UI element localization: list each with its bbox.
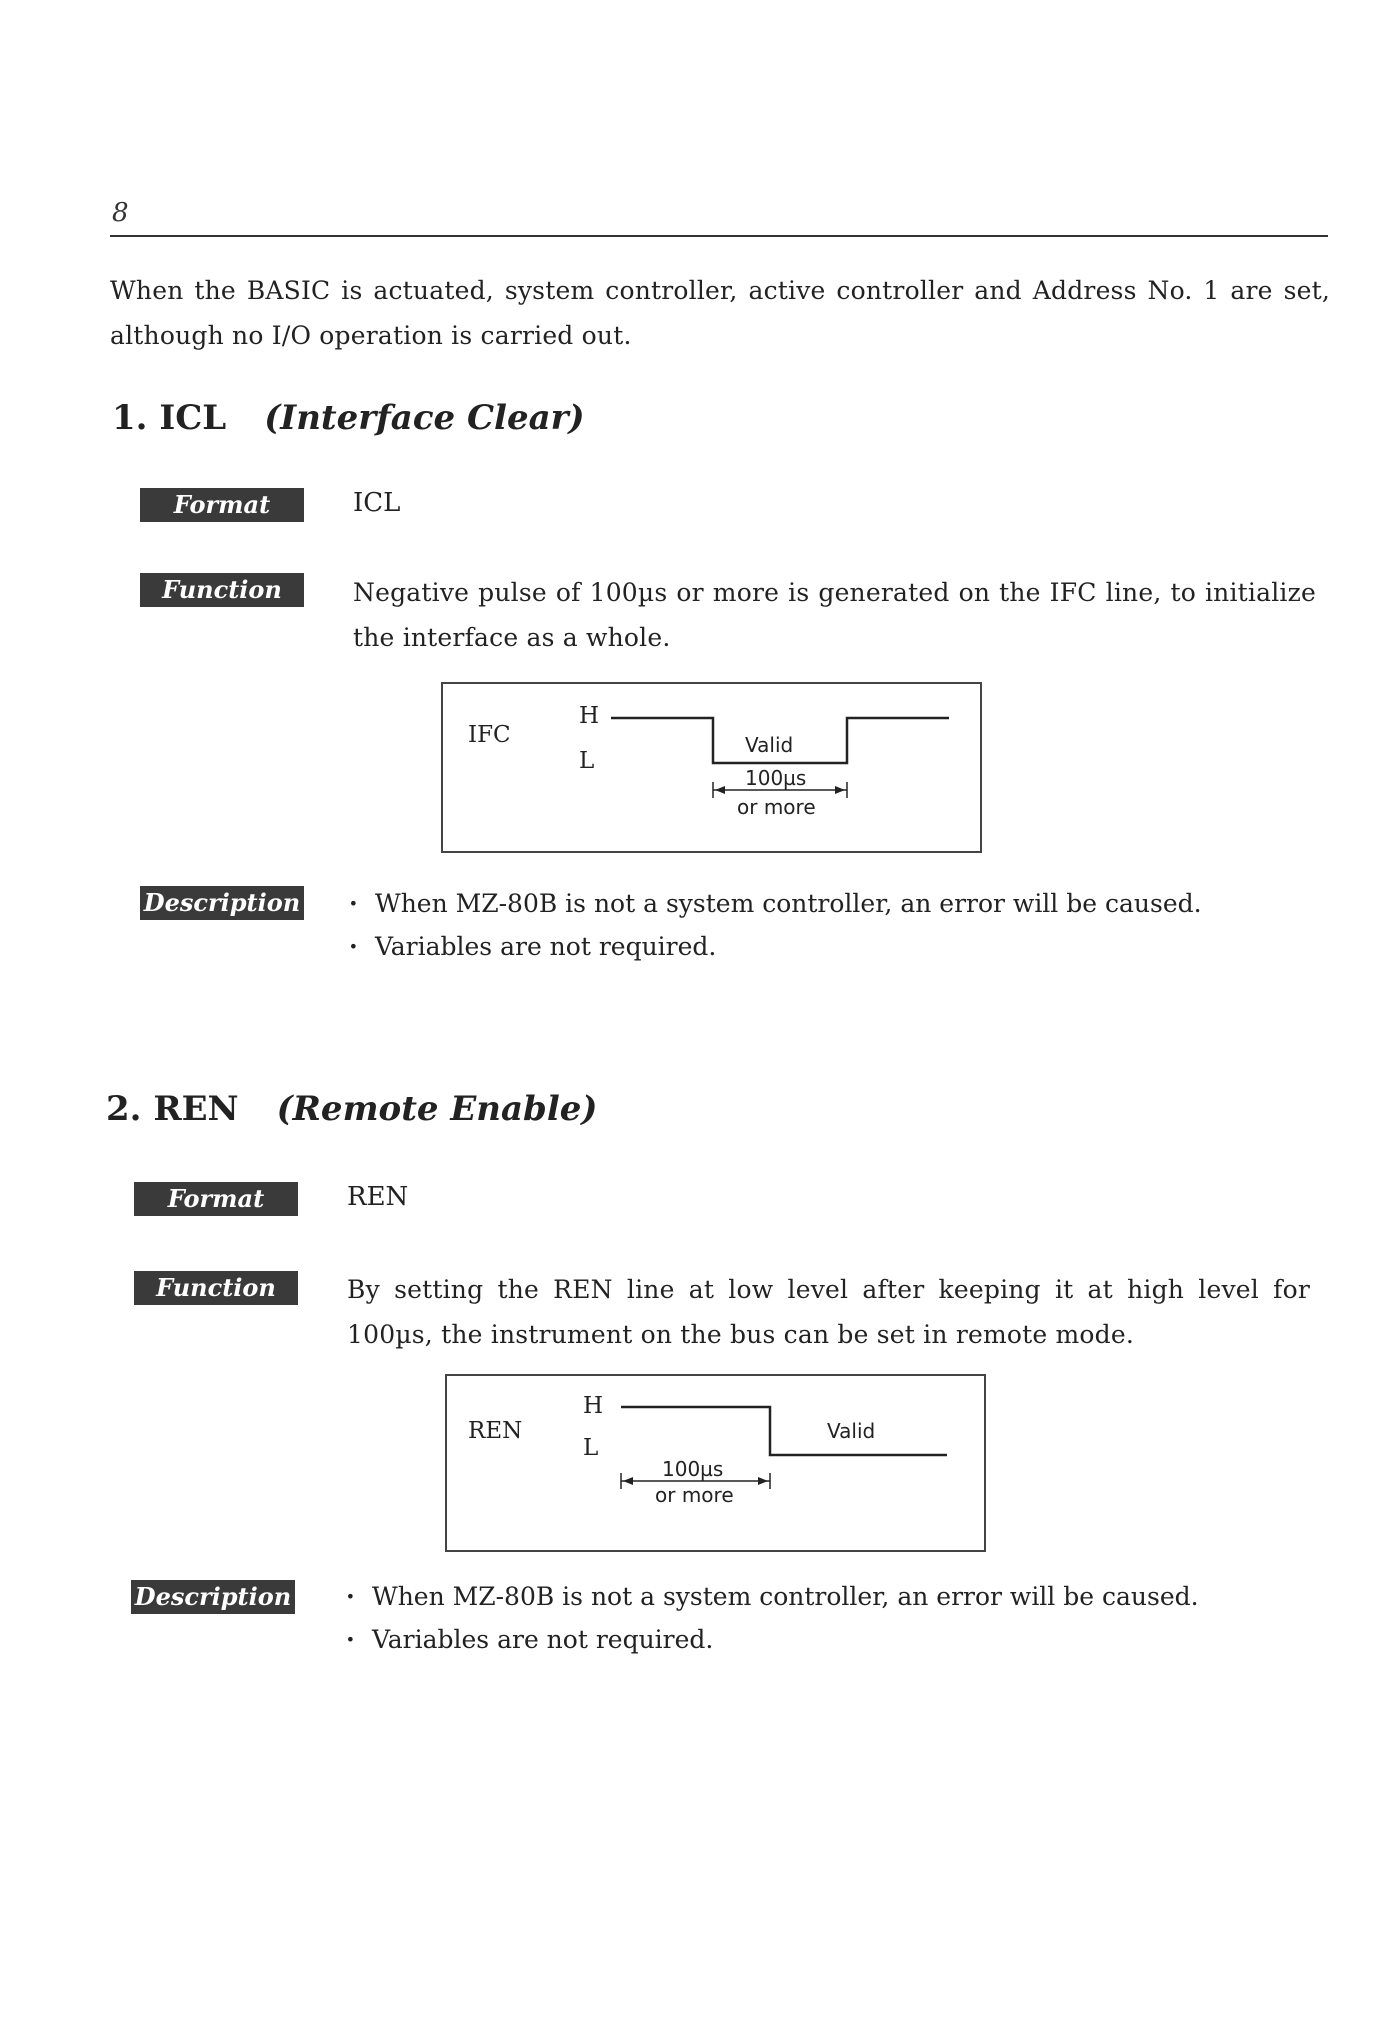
format-tag: Format [140,488,304,522]
duration-note: or more [737,795,816,819]
description-item: · When MZ-80B is not a system controller, an error will be caused. [346,1575,1326,1618]
low-label: L [583,1435,599,1461]
section-heading-icl [112,398,585,438]
description-tag: Description [131,1580,295,1614]
arrowhead-left [715,786,725,794]
duration-label: 100µs [745,766,807,790]
description-item: · When MZ-80B is not a system controller, an error will be caused. [349,882,1329,925]
valid-label: Valid [745,733,794,757]
section-subtitle: (Remote Enable) [276,1089,598,1129]
timing-diagram-ifc [441,682,982,853]
description-item: · Variables are not required. [346,1618,1326,1661]
format-tag: Format [134,1182,298,1216]
low-label: L [579,748,595,774]
arrowhead-left [623,1477,633,1485]
duration-note: or more [655,1483,734,1507]
function-text: By setting the REN line at low level after keeping it at high level for 100µs, the instrument on the bus can be set in remote mode. [347,1275,1310,1349]
section-number: 2. REN [106,1089,239,1129]
signal-label: REN [468,1418,523,1444]
page-number: 8 [112,198,129,228]
section-heading-ren [106,1089,597,1129]
function-tag: Function [140,573,304,607]
valid-label: Valid [827,1419,876,1443]
header-rule [110,235,1328,237]
high-label: H [583,1393,604,1419]
signal-label: IFC [468,722,511,748]
description-tag: Description [140,886,304,920]
arrowhead-right [758,1477,768,1485]
high-label: H [579,703,600,729]
description-list [346,1575,1326,1661]
section-subtitle: (Interface Clear) [264,398,585,438]
description-item: · Variables are not required. [349,925,1329,968]
function-text: Negative pulse of 100µs or more is generated on the IFC line, to initialize the interface as a whole. [353,578,1316,652]
step-waveform [621,1407,947,1455]
format-value: REN [347,1182,409,1212]
arrowhead-right [835,786,845,794]
intro-paragraph: When the BASIC is actuated, system controller, active controller and Address No. 1 are set, although no I/O operation is carried out. [110,276,1330,350]
timing-diagram-ren [445,1374,986,1552]
format-value: ICL [353,488,401,518]
duration-label: 100µs [662,1457,724,1481]
section-number: 1. ICL [112,398,227,438]
function-tag: Function [134,1271,298,1305]
description-list [349,882,1329,968]
